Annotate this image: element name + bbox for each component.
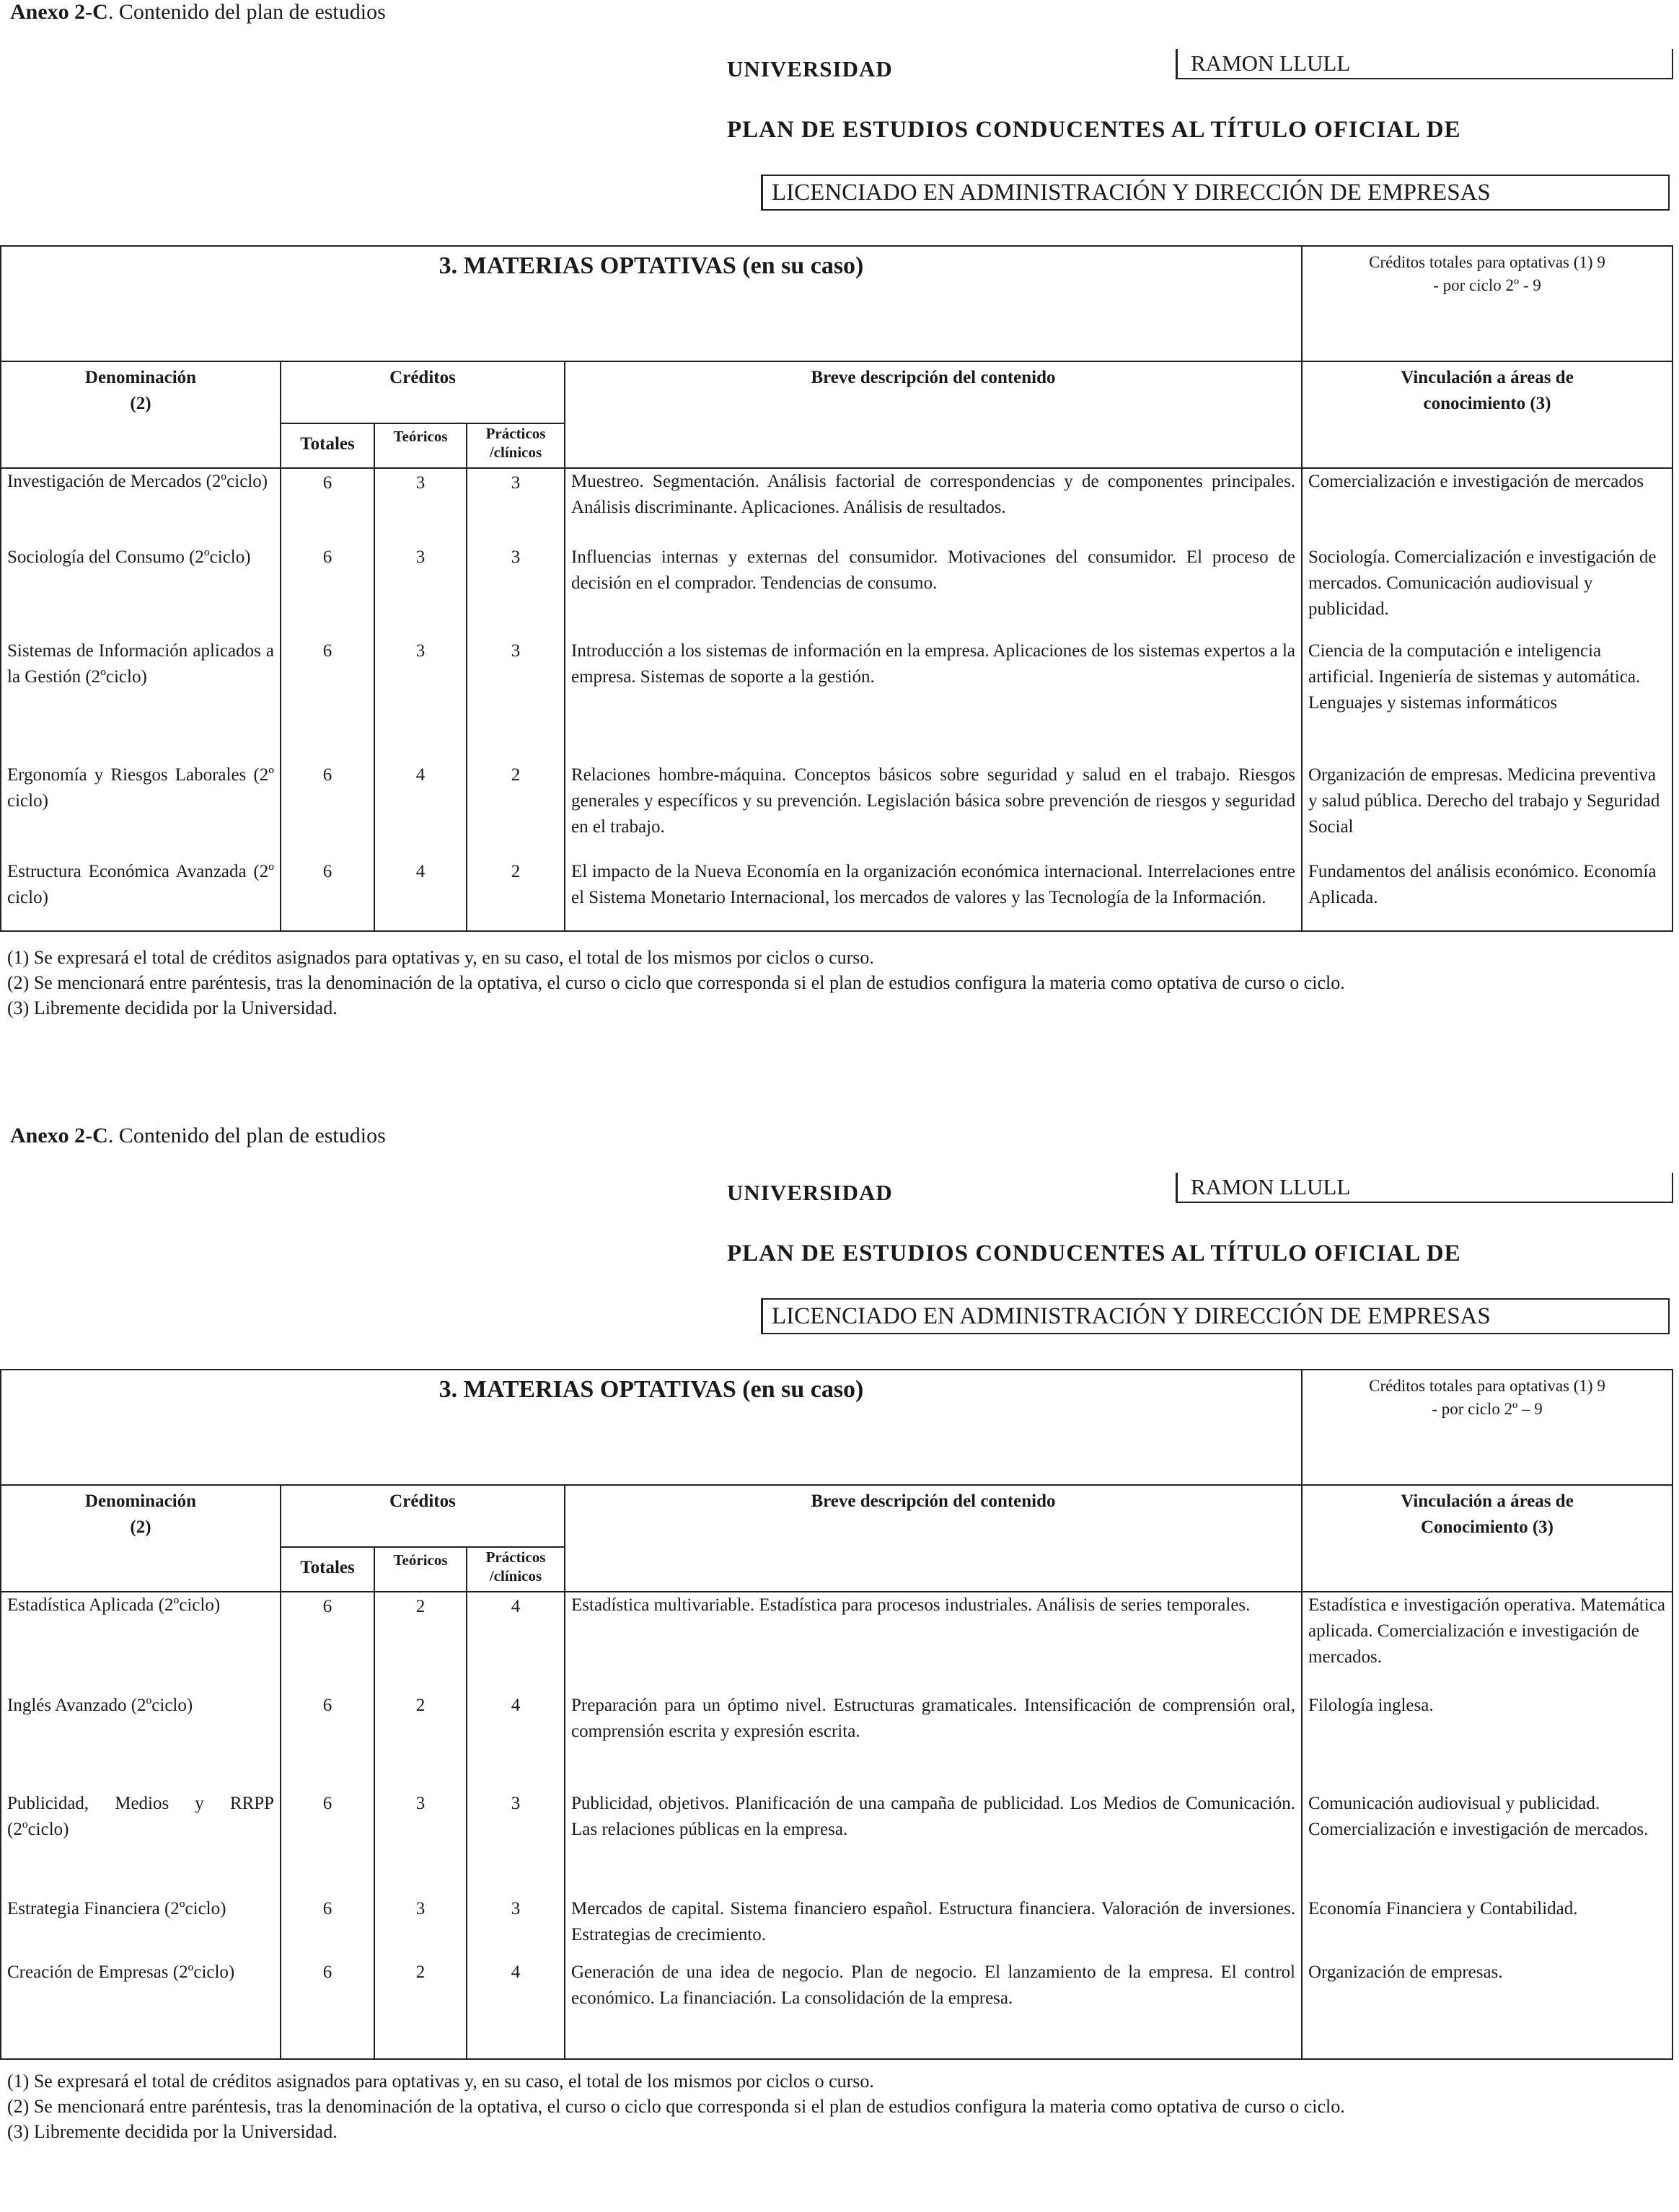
subject-row: [1, 1592, 1673, 1693]
header-vinculacion-line2: conocimiento (3): [1423, 394, 1551, 413]
university-name-field: RAMON LLULL: [1176, 1173, 1673, 1203]
knowledge-area: Fundamentos del análisis económico. Economía Aplicada.: [1302, 859, 1673, 931]
plan-page: [0, 1124, 1679, 2212]
credits-totales: 6: [281, 762, 374, 859]
subject-description: Relaciones hombre-máquina. Conceptos básicos sobre seguridad y salud en el trabajo. Riesgos generales y específicos y su prevención. Legislación básica sobre prevención de riesgos y seguridad en el trabajo.: [565, 762, 1302, 859]
subject-description: El impacto de la Nueva Economía en la organización económica internacional. Interrelaciones entre el Sistema Monetario Internacional, los mercados de valores y las Tecnología de la Información.: [565, 859, 1302, 931]
header-practicos: [467, 1547, 565, 1592]
credits-totales: 6: [281, 859, 374, 931]
footnote-1: (1) Se expresará el total de créditos asignados para optativas y, en su caso, el total de los mismos por ciclos o curso.: [7, 947, 874, 968]
header-denominacion: [1, 361, 281, 468]
footnotes: [7, 945, 1670, 1021]
subject-description: Mercados de capital. Sistema financiero español. Estructura financiera. Valoración de inversiones. Estrategias de crecimiento.: [565, 1896, 1302, 1960]
credits-practicos: 3: [467, 638, 565, 762]
subject-description: Muestreo. Segmentación. Análisis factorial de correspondencias y de componentes principales. Análisis discriminante. Aplicaciones. Análisis de resultados.: [565, 468, 1302, 545]
header-denominacion: [1, 1485, 281, 1592]
credits-practicos: 4: [467, 1693, 565, 1791]
header-vinculacion-line1: Vinculación a áreas de: [1401, 1491, 1574, 1511]
credits-teoricos: 3: [374, 545, 467, 638]
credits-cycle-line: - por ciclo 2º – 9: [1432, 1400, 1543, 1418]
header-teoricos: Teóricos: [374, 1547, 467, 1592]
credits-totales: 6: [281, 1960, 374, 2059]
credits-teoricos: 2: [374, 1693, 467, 1791]
university-name-field: RAMON LLULL: [1176, 49, 1673, 79]
credits-totales: 6: [281, 1791, 374, 1896]
credits-totales: 6: [281, 638, 374, 762]
header-practicos-line2: /clínicos: [489, 444, 542, 461]
subject-description: Influencias internas y externas del consumidor. Motivaciones del consumidor. El proceso de decisión en el comprador. Tendencias de consumo.: [565, 545, 1302, 638]
credits-teoricos: 3: [374, 1791, 467, 1896]
credits-teoricos: 2: [374, 1960, 467, 2059]
credits-total-line: Créditos totales para optativas (1) 9: [1369, 1377, 1605, 1395]
footnote-2: (2) Se mencionará entre paréntesis, tras la denominación de la optativa, el curso o ciclo que corresponda si el plan de estudios configura la materia como optativa de curso o ciclo.: [7, 2096, 1345, 2117]
knowledge-area: Comunicación audiovisual y publicidad. Comercialización e investigación de mercados.: [1302, 1791, 1673, 1896]
credits-teoricos: 4: [374, 762, 467, 859]
credits-practicos: 2: [467, 762, 565, 859]
credits-practicos: 4: [467, 1960, 565, 2059]
credits-practicos: 4: [467, 1592, 565, 1693]
footnote-1: (1) Se expresará el total de créditos asignados para optativas y, en su caso, el total de los mismos por ciclos o curso.: [7, 2071, 874, 2092]
knowledge-area: Comercialización e investigación de mercados: [1302, 468, 1673, 545]
footnote-3: (3) Libremente decidida por la Universidad.: [7, 2121, 338, 2142]
subject-name: Sistemas de Información aplicados a la Gestión (2ºciclo): [1, 638, 281, 762]
subject-row: [1, 638, 1673, 762]
subject-row: [1, 762, 1673, 859]
annex-label: Anexo 2-C: [10, 1124, 108, 1147]
credits-teoricos: 4: [374, 859, 467, 931]
subject-name: Ergonomía y Riesgos Laborales (2º ciclo): [1, 762, 281, 859]
credits-practicos: 3: [467, 468, 565, 545]
credits-teoricos: 3: [374, 468, 467, 545]
knowledge-area: Estadística e investigación operativa. Matemática aplicada. Comercialización e investigación de mercados.: [1302, 1592, 1673, 1693]
annex-heading: [10, 1124, 386, 1148]
footnote-3: (3) Libremente decidida por la Universidad.: [7, 997, 338, 1018]
header-totales: Totales: [281, 1547, 374, 1592]
header-totales: Totales: [281, 423, 374, 468]
header-vinculacion-line2: Conocimiento (3): [1421, 1517, 1554, 1537]
knowledge-area: Ciencia de la computación e inteligencia artificial. Ingeniería de sistemas y automática. Lenguajes y sistemas informáticos: [1302, 638, 1673, 762]
optional-subjects-table: [0, 1369, 1673, 2060]
plan-page: [0, 0, 1679, 1088]
plan-title: PLAN DE ESTUDIOS CONDUCENTES AL TÍTULO OFICIAL DE: [727, 1241, 1461, 1266]
degree-field: LICENCIADO EN ADMINISTRACIÓN Y DIRECCIÓN DE EMPRESAS: [761, 1298, 1670, 1334]
header-creditos: Créditos: [281, 1485, 565, 1547]
subject-name: Publicidad, Medios y RRPP (2ºciclo): [1, 1791, 281, 1896]
knowledge-area: Filología inglesa.: [1302, 1693, 1673, 1791]
subject-description: Publicidad, objetivos. Planificación de una campaña de publicidad. Los Medios de Comunicación. Las relaciones públicas en la empresa.: [565, 1791, 1302, 1896]
subject-row: [1, 1693, 1673, 1791]
credits-teoricos: 3: [374, 1896, 467, 1960]
header-practicos-line1: Prácticos: [485, 425, 546, 442]
subject-name: Investigación de Mercados (2ºciclo): [1, 468, 281, 545]
subject-name: Estrategia Financiera (2ºciclo): [1, 1896, 281, 1960]
header-denominacion-note: (2): [130, 1517, 151, 1537]
subject-row: [1, 1896, 1673, 1960]
credits-totales: 6: [281, 1896, 374, 1960]
subject-description: Generación de una idea de negocio. Plan de negocio. El lanzamiento de la empresa. El control económico. La financiación. La consolidación de la empresa.: [565, 1960, 1302, 2059]
credits-practicos: 3: [467, 545, 565, 638]
subject-name: Sociología del Consumo (2ºciclo): [1, 545, 281, 638]
subject-row: [1, 859, 1673, 931]
optional-subjects-table: [0, 245, 1673, 932]
knowledge-area: Organización de empresas. Medicina preventiva y salud pública. Derecho del trabajo y Seguridad Social: [1302, 762, 1673, 859]
header-denominacion-note: (2): [130, 394, 151, 413]
annex-label: Anexo 2-C: [10, 0, 108, 24]
credits-summary: [1302, 1370, 1673, 1485]
header-creditos: Créditos: [281, 361, 565, 423]
footnote-2: (2) Se mencionará entre paréntesis, tras la denominación de la optativa, el curso o ciclo que corresponda si el plan de estudios configura la materia como optativa de curso o ciclo.: [7, 972, 1345, 993]
credits-practicos: 2: [467, 859, 565, 931]
subject-row: [1, 1960, 1673, 2059]
subject-description: Preparación para un óptimo nivel. Estructuras gramaticales. Intensificación de comprensión oral, comprensión escrita y expresión escrita.: [565, 1693, 1302, 1791]
header-descripcion: Breve descripción del contenido: [565, 1485, 1302, 1592]
header-practicos-line1: Prácticos: [485, 1548, 546, 1566]
subject-name: Inglés Avanzado (2ºciclo): [1, 1693, 281, 1791]
subject-name: Estadística Aplicada (2ºciclo): [1, 1592, 281, 1693]
credits-totales: 6: [281, 468, 374, 545]
header-vinculacion: [1302, 361, 1673, 468]
annex-subtitle: . Contenido del plan de estudios: [107, 0, 386, 24]
credits-teoricos: 2: [374, 1592, 467, 1693]
university-label: UNIVERSIDAD: [727, 1180, 893, 1205]
knowledge-area: Sociología. Comercialización e investigación de mercados. Comunicación audiovisual y publicidad.: [1302, 545, 1673, 638]
subject-rows: [1, 468, 1673, 931]
knowledge-area: Organización de empresas.: [1302, 1960, 1673, 2059]
header-vinculacion-line1: Vinculación a áreas de: [1401, 368, 1574, 387]
annex-heading: [10, 0, 386, 25]
subject-row: [1, 545, 1673, 638]
header-denominacion-label: Denominación: [84, 1491, 197, 1511]
header-practicos: [467, 423, 565, 468]
subject-rows: [1, 1592, 1673, 2059]
header-teoricos: Teóricos: [374, 423, 467, 468]
credits-totales: 6: [281, 1693, 374, 1791]
credits-practicos: 3: [467, 1791, 565, 1896]
knowledge-area: Economía Financiera y Contabilidad.: [1302, 1896, 1673, 1960]
credits-cycle-line: - por ciclo 2º - 9: [1433, 276, 1541, 294]
header-practicos-line2: /clínicos: [489, 1567, 542, 1585]
credits-totales: 6: [281, 1592, 374, 1693]
credits-teoricos: 3: [374, 638, 467, 762]
subject-description: Estadística multivariable. Estadística para procesos industriales. Análisis de series temporales.: [565, 1592, 1302, 1693]
subject-row: [1, 1791, 1673, 1896]
subject-name: Estructura Económica Avanzada (2º ciclo): [1, 859, 281, 931]
header-vinculacion: [1302, 1485, 1673, 1592]
header-denominacion-label: Denominación: [84, 368, 197, 387]
university-label: UNIVERSIDAD: [727, 56, 893, 81]
annex-subtitle: . Contenido del plan de estudios: [107, 1124, 386, 1147]
degree-field: LICENCIADO EN ADMINISTRACIÓN Y DIRECCIÓN DE EMPRESAS: [761, 175, 1670, 211]
plan-title: PLAN DE ESTUDIOS CONDUCENTES AL TÍTULO OFICIAL DE: [727, 117, 1461, 143]
credits-total-line: Créditos totales para optativas (1) 9: [1369, 253, 1605, 271]
section-title: 3. MATERIAS OPTATIVAS (en su caso): [1, 246, 1302, 361]
credits-practicos: 3: [467, 1896, 565, 1960]
subject-name: Creación de Empresas (2ºciclo): [1, 1960, 281, 2059]
footnotes: [7, 2068, 1670, 2144]
subject-row: [1, 468, 1673, 545]
section-title: 3. MATERIAS OPTATIVAS (en su caso): [1, 1370, 1302, 1485]
credits-summary: [1302, 246, 1673, 361]
header-descripcion: Breve descripción del contenido: [565, 361, 1302, 468]
subject-description: Introducción a los sistemas de información en la empresa. Aplicaciones de los sistemas expertos a la empresa. Sistemas de soporte a la gestión.: [565, 638, 1302, 762]
credits-totales: 6: [281, 545, 374, 638]
